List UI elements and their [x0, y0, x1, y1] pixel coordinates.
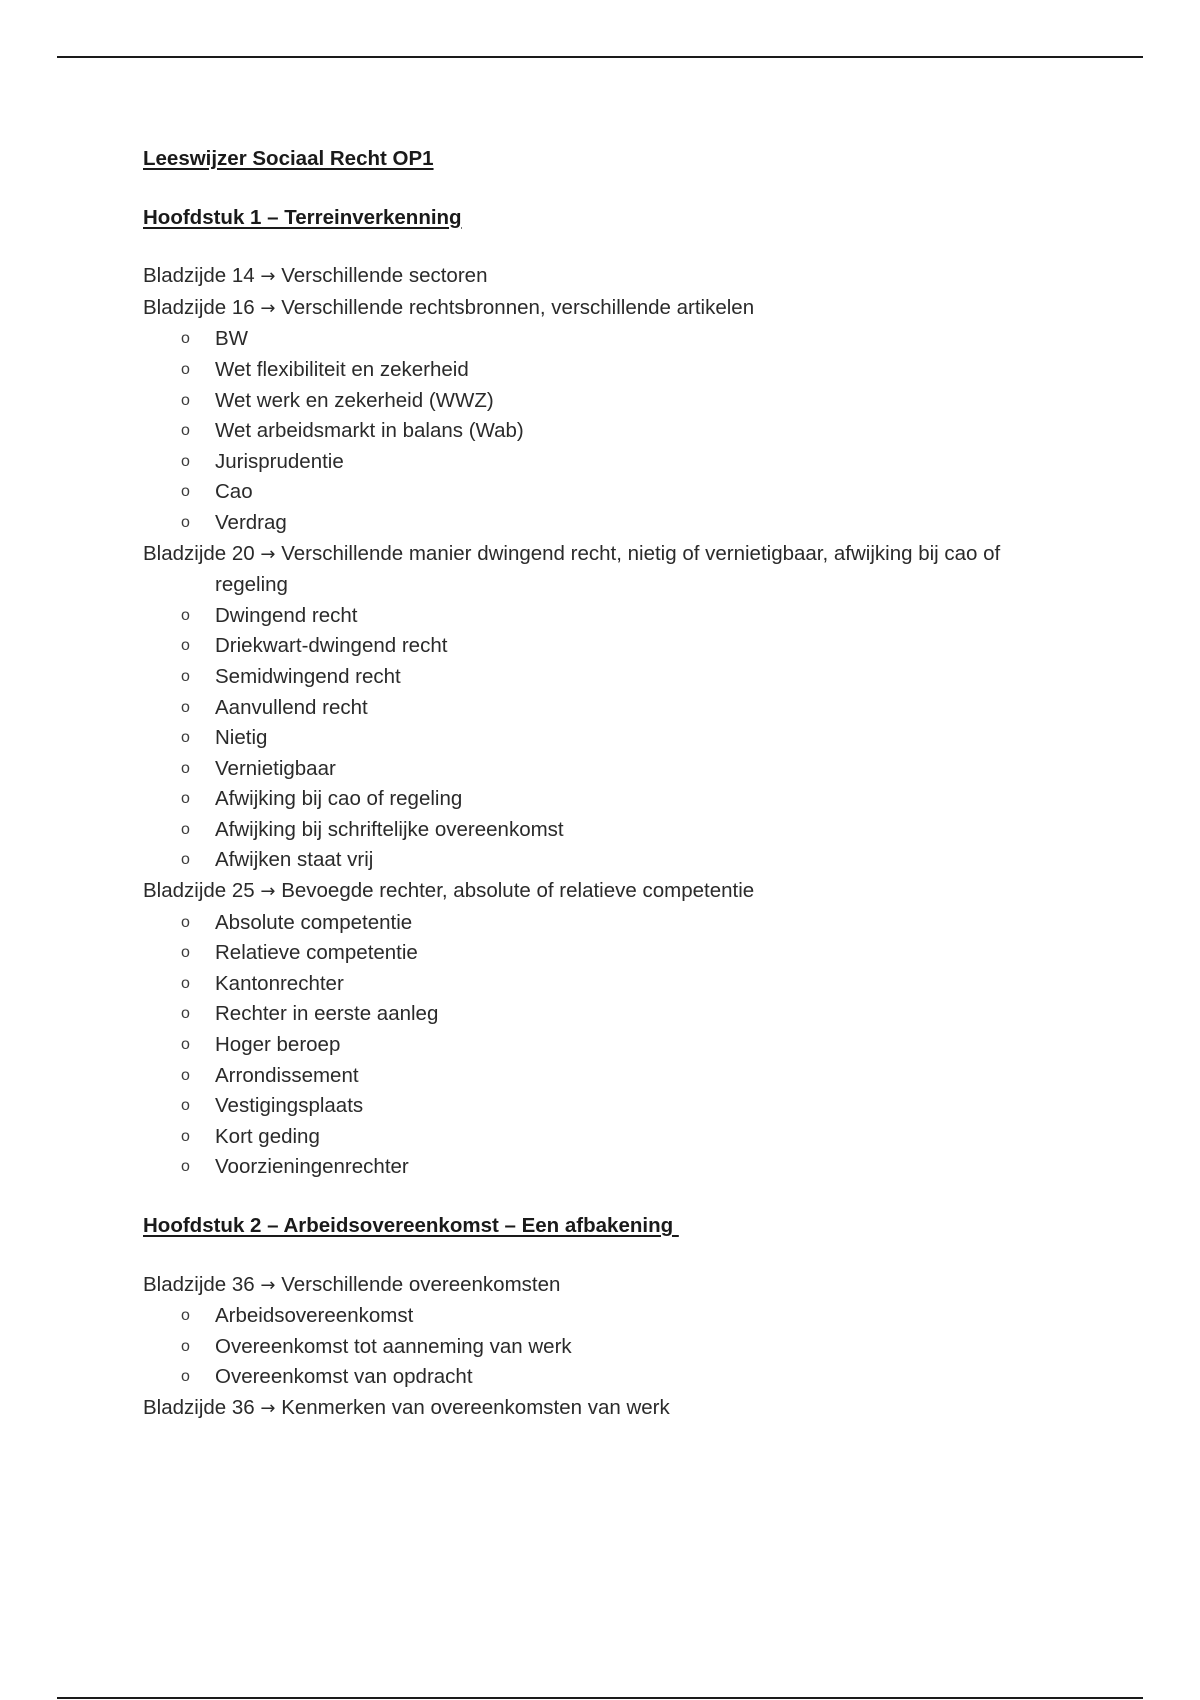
list-item-text: Vernietigbaar	[215, 756, 336, 780]
list-item-text: Semidwingend recht	[215, 664, 401, 688]
list-item-text: Afwijking bij schriftelijke overeenkomst	[215, 817, 564, 841]
circle-bullet-icon: o	[181, 1307, 190, 1325]
chapter-heading: Hoofdstuk 1 – Terreinverkenning	[143, 205, 462, 229]
list-item-text: Nietig	[215, 726, 268, 750]
section-topic: Verschillende overeenkomsten	[281, 1272, 561, 1296]
list-item-text: Afwijking bij cao of regeling	[215, 787, 463, 811]
circle-bullet-icon: o	[181, 1066, 190, 1084]
list-item-text: Rechter in eerste aanleg	[215, 1002, 439, 1026]
list-item-text: Vestigingsplaats	[215, 1094, 364, 1118]
circle-bullet-icon: o	[181, 360, 190, 378]
list-item	[143, 969, 1063, 1000]
list-item	[143, 1122, 1063, 1153]
list-item	[143, 784, 1063, 815]
list-item-text: Absolute competentie	[215, 910, 413, 934]
spacer	[143, 175, 1063, 203]
circle-bullet-icon: o	[181, 1005, 190, 1023]
spacer	[143, 1242, 1063, 1270]
circle-bullet-icon: o	[181, 637, 190, 655]
list-item	[143, 386, 1063, 417]
list-item-text: BW	[215, 327, 249, 351]
arrow-right-icon: →	[260, 266, 276, 288]
circle-bullet-icon: o	[181, 1337, 190, 1355]
circle-bullet-icon: o	[181, 422, 190, 440]
page-number: Bladzijde 25	[143, 879, 255, 903]
list-item	[143, 1091, 1063, 1122]
circle-bullet-icon: o	[181, 483, 190, 501]
spacer	[143, 233, 1063, 261]
document-title: Leeswijzer Sociaal Recht OP1	[143, 147, 434, 170]
list-item	[143, 662, 1063, 693]
topic-list	[143, 601, 1063, 876]
list-item-text: Wet arbeidsmarkt in balans (Wab)	[215, 419, 524, 443]
arrow-right-icon: →	[260, 543, 276, 565]
list-item-text: Kort geding	[215, 1124, 320, 1148]
list-item-text: Voorzieningenrechter	[215, 1155, 409, 1179]
list-item	[143, 508, 1063, 539]
list-item-text: Afwijken staat vrij	[215, 848, 374, 872]
list-item	[143, 1362, 1063, 1393]
circle-bullet-icon: o	[181, 1158, 190, 1176]
circle-bullet-icon: o	[181, 790, 190, 808]
section-topic: Bevoegde rechter, absolute of relatieve competentie	[281, 879, 755, 903]
list-item	[143, 477, 1063, 508]
circle-bullet-icon: o	[181, 330, 190, 348]
circle-bullet-icon: o	[181, 729, 190, 747]
footer-rule	[57, 1697, 1143, 1699]
list-item	[143, 938, 1063, 969]
section-topic: Verschillende rechtsbronnen, verschillende artikelen	[281, 295, 755, 319]
page-reference	[143, 876, 1063, 908]
list-item-text: Driekwart-dwingend recht	[215, 634, 448, 658]
list-item	[143, 1152, 1063, 1183]
circle-bullet-icon: o	[181, 1127, 190, 1145]
list-item	[143, 1301, 1063, 1332]
page-number: Bladzijde 36	[143, 1395, 255, 1419]
list-item	[143, 845, 1063, 876]
header-rule	[57, 56, 1143, 58]
chapters-container	[143, 203, 1063, 1425]
topic-list	[143, 1301, 1063, 1393]
circle-bullet-icon: o	[181, 452, 190, 470]
list-item	[143, 416, 1063, 447]
list-item-text: Verdrag	[215, 510, 287, 534]
list-item	[143, 723, 1063, 754]
list-item	[143, 324, 1063, 355]
list-item	[143, 355, 1063, 386]
page-reference	[143, 539, 1063, 601]
list-item-text: Arrondissement	[215, 1063, 359, 1087]
arrow-right-icon: →	[260, 1397, 276, 1419]
list-item	[143, 908, 1063, 939]
list-item-text: Dwingend recht	[215, 603, 358, 627]
list-item	[143, 815, 1063, 846]
list-item	[143, 631, 1063, 662]
arrow-right-icon: →	[260, 297, 276, 319]
circle-bullet-icon: o	[181, 391, 190, 409]
list-item-text: Relatieve competentie	[215, 941, 418, 965]
circle-bullet-icon: o	[181, 513, 190, 531]
circle-bullet-icon: o	[181, 913, 190, 931]
circle-bullet-icon: o	[181, 1097, 190, 1115]
list-item	[143, 447, 1063, 478]
circle-bullet-icon: o	[181, 944, 190, 962]
list-item-text: Kantonrechter	[215, 971, 344, 995]
topic-list	[143, 324, 1063, 538]
page-number: Bladzijde 20	[143, 541, 255, 565]
page-number: Bladzijde 36	[143, 1272, 255, 1296]
topic-list	[143, 908, 1063, 1183]
page-reference	[143, 261, 1063, 293]
list-item	[143, 1332, 1063, 1363]
document-body	[143, 144, 1063, 1425]
list-item-text: Jurisprudentie	[215, 449, 344, 473]
list-item-text: Wet flexibiliteit en zekerheid	[215, 357, 469, 381]
page-number: Bladzijde 16	[143, 295, 255, 319]
list-item-text: Overeenkomst tot aanneming van werk	[215, 1334, 572, 1358]
list-item	[143, 1030, 1063, 1061]
circle-bullet-icon: o	[181, 851, 190, 869]
list-item-text: Overeenkomst van opdracht	[215, 1365, 473, 1389]
page-reference	[143, 1393, 1063, 1425]
circle-bullet-icon: o	[181, 606, 190, 624]
section-topic: Kenmerken van overeenkomsten van werk	[281, 1395, 670, 1419]
list-item	[143, 1061, 1063, 1092]
circle-bullet-icon: o	[181, 1368, 190, 1386]
spacer	[143, 1183, 1063, 1211]
circle-bullet-icon: o	[181, 974, 190, 992]
list-item	[143, 999, 1063, 1030]
circle-bullet-icon: o	[181, 667, 190, 685]
circle-bullet-icon: o	[181, 759, 190, 777]
chapter-heading: Hoofdstuk 2 – Arbeidsovereenkomst – Een afbakening	[143, 1214, 679, 1237]
list-item-text: Wet werk en zekerheid (WWZ)	[215, 388, 494, 412]
list-item	[143, 601, 1063, 632]
list-item-text: Cao	[215, 480, 253, 504]
page-reference	[143, 293, 1063, 325]
page-number: Bladzijde 14	[143, 264, 255, 288]
arrow-right-icon: →	[260, 1274, 276, 1296]
list-item-text: Aanvullend recht	[215, 695, 368, 719]
list-item-text: Arbeidsovereenkomst	[215, 1304, 414, 1328]
list-item-text: Hoger beroep	[215, 1033, 341, 1057]
circle-bullet-icon: o	[181, 698, 190, 716]
list-item	[143, 754, 1063, 785]
arrow-right-icon: →	[260, 881, 276, 903]
list-item	[143, 693, 1063, 724]
circle-bullet-icon: o	[181, 1036, 190, 1054]
page-reference	[143, 1270, 1063, 1302]
circle-bullet-icon: o	[181, 820, 190, 838]
section-topic: Verschillende manier dwingend recht, nietig of vernietigbaar, afwijking bij cao of regeling	[215, 541, 1001, 597]
section-topic: Verschillende sectoren	[281, 264, 488, 288]
